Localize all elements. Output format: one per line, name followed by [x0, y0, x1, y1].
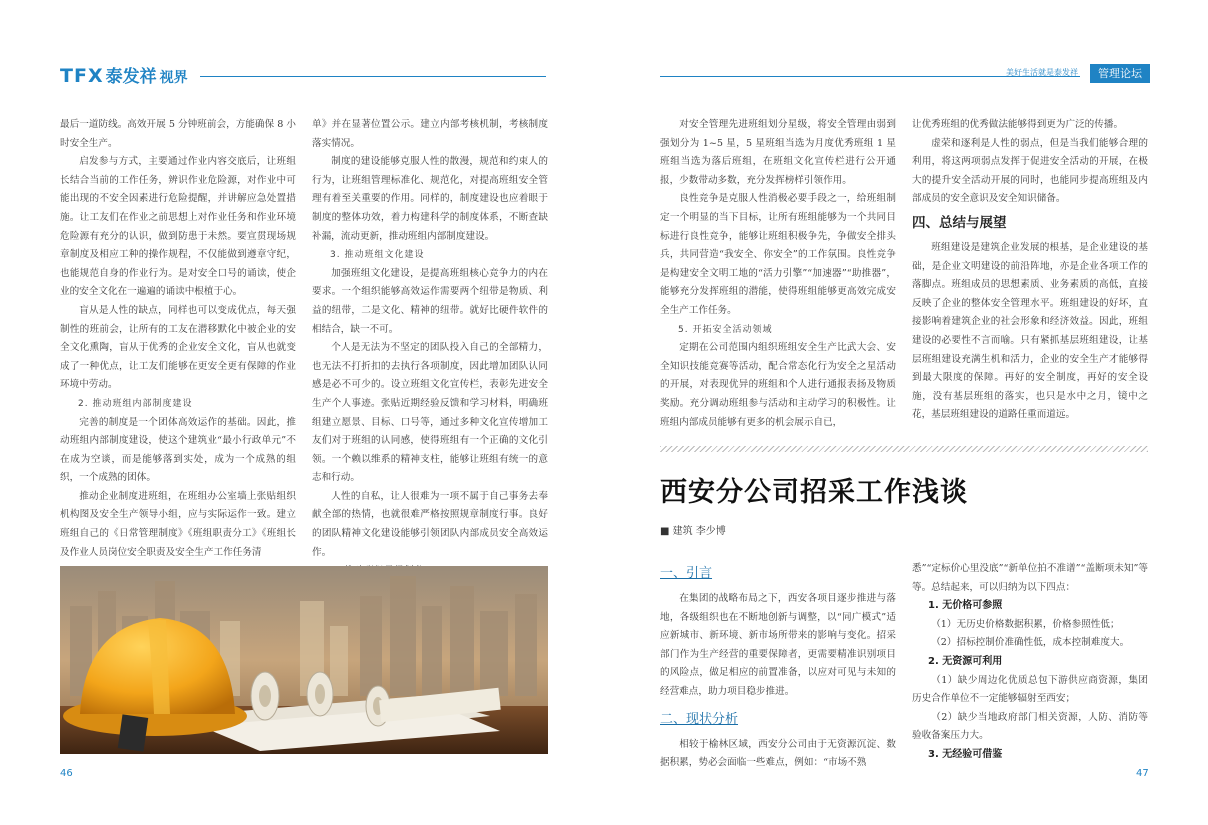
article-byline: ■ 建筑 李少博	[660, 526, 726, 537]
paragraph: 虚荣和逐利是人性的弱点，但是当我们能够合理的利用，将这两项弱点发挥于促进安全活动的开展，在极大的提升安全活动开展的同时，也能同步提高班组及内部成员的安全意识及安全知识储备。	[912, 137, 1148, 205]
logo-tfx: TFX	[60, 65, 104, 87]
magazine-logo	[60, 62, 188, 87]
paragraph: 定期在公司范围内组织班组安全生产比武大会、安全知识技能竞赛等活动，配合常态化行为安全之星活动的开展，对表现优异的班组和个人进行通报表扬及物质奖励。充分调动班组参与活动和主动学习的积极性。让班组内部成员能够有更多的机会展示自已，	[660, 342, 896, 428]
right-page-column-2	[912, 116, 1148, 425]
header-rule-left	[200, 76, 546, 77]
page-number-left: 46	[60, 768, 73, 779]
paragraph: 良性竞争是克服人性消极必要手段之一，给班组制定一个明显的当下目标，让所有班组能够为一个共同目标进行良性竞争，能够让班组积极争先，争做安全排头兵，共同营造“我安全、你安全”的工作氛围。良性竞争是构建安全文明工地的“活力引擎”“加速器”“助推器”，能够充分发挥班组的潜能，使得班组能够更高效完成安全生产工作任务。	[660, 193, 896, 316]
section-heading: 二、现状分析	[660, 711, 739, 727]
header-slogan: 美好生活就是泰发祥	[1006, 68, 1078, 77]
logo-section: 视界	[159, 70, 188, 86]
article-title: 西安分公司招采工作浅谈	[660, 477, 968, 508]
article-column-2	[912, 560, 1148, 765]
list-heading: 3. 无经验可借鉴	[928, 748, 1003, 760]
list-heading: 1. 无价格可参照	[928, 600, 1003, 612]
left-page-column-2	[312, 116, 548, 581]
paragraph: 让优秀班组的优秀做法能够得到更为广泛的传播。	[912, 119, 1124, 130]
paragraph: 盲从是人性的缺点，同样也可以变成优点，每天强制性的班前会，让所有的工友在潜移默化中被企业的安全文化熏陶，盲从于优秀的企业安全文化，盲从也就变成了一种优点，让工友们能够在更安全更有保障的作业环境中劳动。	[60, 304, 296, 391]
paragraph: 悉”“定标价心里没底”“新单位拍不准谱”“盖断项未知”等等。总结起来，可以归纳为以下四点：	[912, 563, 1148, 593]
article-column-1	[660, 556, 896, 773]
paragraph: 启发参与方式，主要通过作业内容交底后，让班组长结合当前的工作任务，辨识作业危险源，对作业中可能出现的不安全因素进行危险提醒，并讲解应急处置措施。让工友们在作业之前思想上对作业任务和作业环境危险源有充分的认识，做到防患于未然。要宣贯现场规章制度及相应工种的操作规程，不仅能做到遵章守纪，也能规范自身的作业行为。是对安全口号的诵读，使企业的安全文化在一遍遍的诵读中根植于心。	[60, 156, 296, 298]
list-item: （1）缺少周边化优质总包下游供应商资源，集团历史合作单位不一定能够辐射至西安；	[912, 674, 1148, 705]
paragraph: 制度的建设能够克服人性的散漫，规范和约束人的行为，让班组管理标准化、规范化，对提高班组安全管理有着至关重要的作用。同样的，制度建设也应着眼于制度的整体功效，着力构建科学的制度体系，不断查缺补漏，流动更新，推动班组内部制度建设。	[312, 156, 548, 242]
paragraph: 推动企业制度进班组，在班组办公室墙上张贴组织机构图及安全生产领导小组，应与实际运作一致。建立班组自己的《日常管理制度》《班组职责分工》《班组长及作业人员岗位安全职责及安全生产工作任务清	[60, 490, 296, 558]
section-heading: 一、引言	[660, 566, 713, 581]
subheading: 3. 推动班组文化建设	[330, 250, 425, 261]
paragraph: 最后一道防线。高效开展 5 分钟班前会，方能确保 8 小时安全生产。	[60, 119, 296, 149]
paragraph: 人性的自私，让人很难为一项不属于自己事务去奉献全部的热情，也就很难严格按照规章制度行事。良好的团队精神文化建设能够引领团队内部成员安全高效运作。	[312, 490, 548, 558]
construction-photo	[60, 566, 548, 754]
paragraph: 单》并在显著位置公示。建立内部考核机制，考核制度落实情况。	[312, 119, 548, 149]
list-item: （2）招标控制价准确性低，成本控制难度大。	[931, 637, 1130, 649]
paragraph: 加强班组文化建设，是提高班组核心竞争力的内在要求。一个组织能够高效运作需要两个纽带是物质、利益的纽带，二是文化、精神的纽带。就好比硬件软件的相结合，缺一不可。	[312, 267, 548, 335]
list-item: （2）缺少当地政府部门相关资源，人防、消防等验收备案压力大。	[912, 711, 1148, 742]
right-page-column-1	[660, 116, 896, 432]
subheading: 2. 推动班组内部制度建设	[78, 398, 193, 409]
paragraph: 班组建设是建筑企业发展的根基，是企业建设的基础，是企业文明建设的前沿阵地，亦是企业各项工作的落脚点。班组成员的思想素质、业务素质的高低，直接反映了企业的整体安全管理水平。班组建设的好坏，直接影响着建筑企业的社会形象和经济效益。因此，班组建设的必要性不言而喻。只有紧抓基层班组建设，让基层班组建设充满生机和活力，企业的安全生产才能够得到最大限度的保障。再好的安全制度，再好的安全设施，没有基层班组的落实，也只是水中之月，镜中之花，基层班组建设的道路任重而道远。	[912, 241, 1148, 421]
column-tag: 管理论坛	[1090, 64, 1150, 83]
paragraph: 相较于榆林区域，西安分公司由于无资源沉淀、数据积累，势必会面临一些难点，例如：“市场不熟	[660, 738, 896, 769]
subheading: 5. 开拓安全活动领域	[678, 324, 773, 335]
paragraph: 完善的制度是一个团体高效运作的基础。因此，推动班组内部制度建设，使这个建筑业“最小行政单元”不在成为空谈，而是能够落到实处，成为一个成熟的组织，一个成熟的团体。	[60, 416, 296, 484]
list-item: （1）无历史价格数据积累，价格参照性低；	[931, 618, 1120, 630]
article-divider	[660, 446, 1148, 452]
left-page-column-1	[60, 116, 296, 562]
section-heading: 四、总结与展望	[912, 214, 1007, 231]
list-heading: 2. 无资源可利用	[928, 655, 1003, 667]
paragraph: 对安全管理先进班组划分星级，将安全管理由弱到强划分为 1~5 星，5 星班组当选为月度优秀班组 1 星班组当选为落后班组，在班组文化宣传栏进行公开通报，少数带动多数，充分发挥榜样引领作用。	[660, 119, 896, 186]
paragraph: 在集团的战略布局之下，西安各项目逐步推进与落地，各级组织也在不断地创新与调整，以“同广模式”适应新城市、新环境、新市场所带来的影响与变化。招采部门作为生产经营的重要保障者，更需要精准识别项目的风险点，做足相应的前置准备，以应对可见与未知的经营难点，助力项目稳步推进。	[660, 593, 896, 697]
logo-brand: 泰发祥	[105, 67, 157, 87]
paragraph: 个人是无法为不坚定的团队投入自己的全部精力，也无法不打折扣的去执行各项制度，因此增加团队认同感是必不可少的。设立班组文化宣传栏，表彰先进安全生产个人事迹。张贴近期经验反馈和学习材料，明确班组建立愿景、目标、口号等，通过多种文化宣传增加工友们对于班组的认同感，使得班组有一个正确的文化引领。一个赖以维系的精神支柱，能够让班组有统一的意志和行动。	[312, 342, 548, 484]
page-number-right: 47	[1136, 768, 1149, 779]
